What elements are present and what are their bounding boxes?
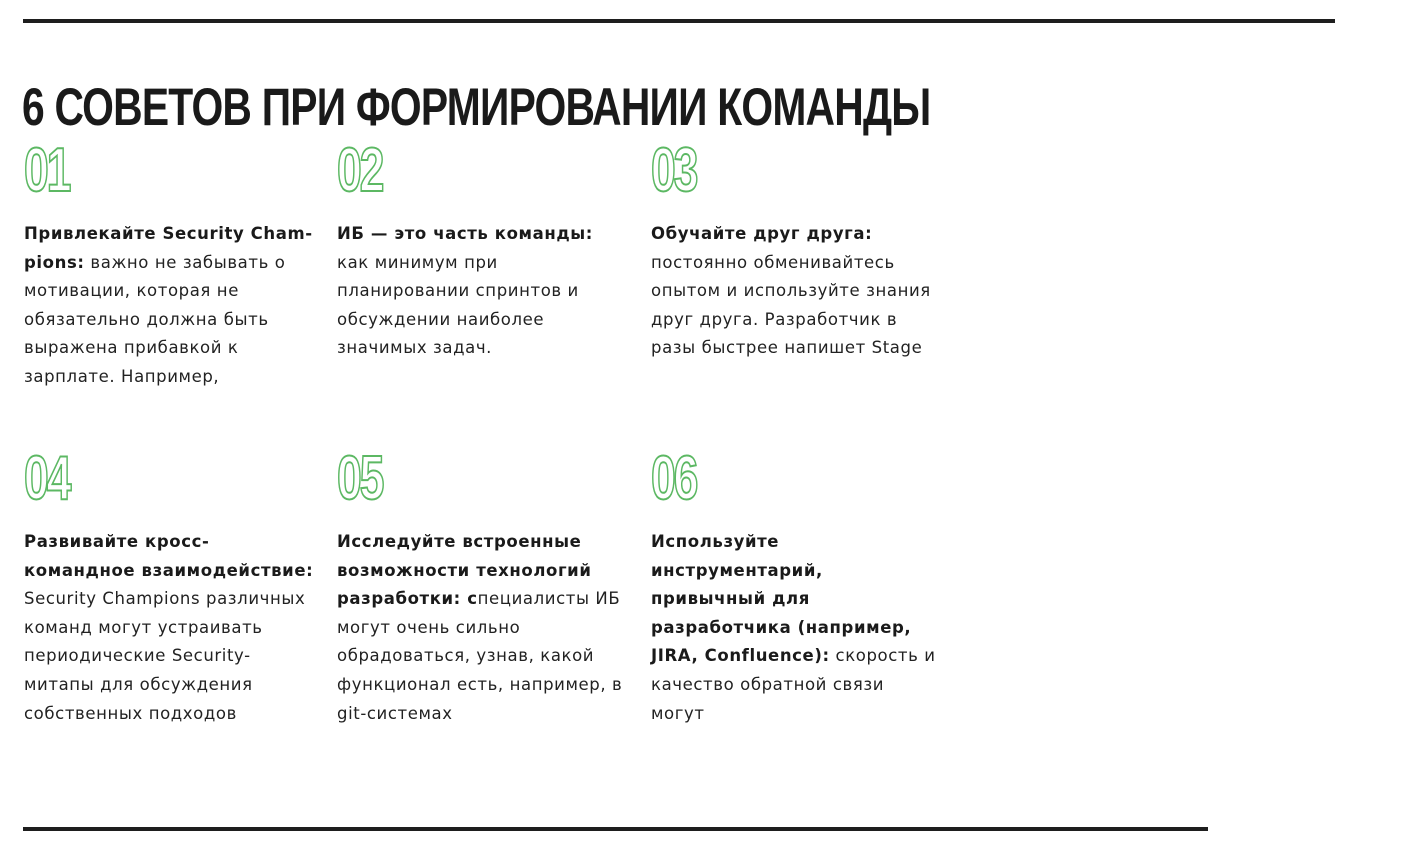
tip-body [24, 528, 314, 728]
tip-body [24, 220, 314, 392]
top-divider [23, 19, 1335, 23]
tip-text: как минимум при планировании спринтов и обсуждении наиболее значимых задач. [337, 252, 579, 358]
tip-card [337, 444, 627, 728]
tip-lead: Используйте инструментарий, привычный для разработчика (например, JIRA, Confluence): [651, 532, 912, 666]
tip-text: важно не забывать о мотивации, которая не обязательно должна быть выражена прибавкой к зарплате. Например, [24, 252, 286, 386]
tip-card [24, 444, 314, 728]
tip-card [337, 136, 627, 363]
tip-lead: Исследуйте встроенные возможности технологий разработки: с [337, 532, 592, 609]
page-title: 6 СОВЕТОВ ПРИ ФОРМИРОВАНИИ КОМАНДЫ [22, 78, 931, 137]
tip-text: Security Champions различных команд могут устраивать периодические Security-митапы для обсуждения собственных подходов [24, 589, 306, 723]
tip-body [337, 220, 627, 363]
tip-number: 06 [651, 444, 697, 513]
tip-lead: Привлекайте Security Champions: [24, 224, 313, 272]
tip-number: 03 [651, 136, 697, 205]
tip-body [651, 220, 941, 363]
tip-card [651, 444, 941, 728]
tip-card [651, 136, 941, 363]
tip-text: постоянно обменивайтесь опытом и используйте знания друг друга. Разработчик в разы быстрее напишет Stage [651, 252, 931, 358]
tip-number: 05 [337, 444, 383, 513]
tip-lead: ИБ — это часть команды: [337, 224, 593, 243]
bottom-divider [23, 827, 1208, 831]
tip-number: 02 [337, 136, 383, 205]
tip-body [337, 528, 627, 728]
tip-card [24, 136, 314, 392]
tip-text: скорость и качество обратной связи могут [651, 646, 936, 723]
tip-number: 01 [24, 136, 70, 205]
tip-lead: Обучайте друг друга: [651, 224, 873, 243]
tip-body [651, 528, 941, 728]
tip-number: 04 [24, 444, 70, 513]
tip-lead: Развивайте кросс-командное взаимодействие: [24, 532, 314, 580]
tip-text: пециалисты ИБ могут очень сильно обрадоваться, узнав, какой функционал есть, например, в git-системах [337, 589, 623, 723]
